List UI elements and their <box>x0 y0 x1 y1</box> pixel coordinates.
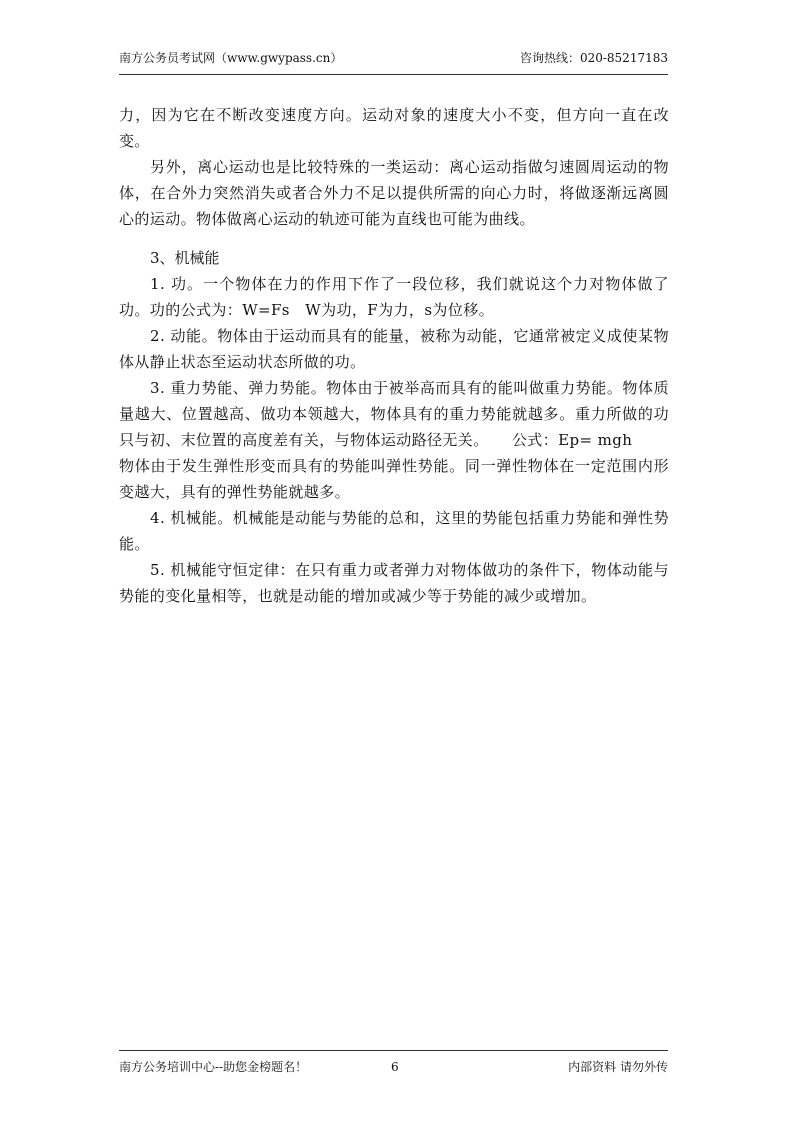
document-body <box>119 102 669 609</box>
page-footer <box>119 1057 668 1077</box>
footer-notice: 内部资料 请勿外传 <box>568 1060 668 1074</box>
footer-divider <box>119 1050 668 1051</box>
header-divider <box>119 74 668 75</box>
paragraph-continuation: 力，因为它在不断改变速度方向。运动对象的速度大小不变，但方向一直在改变。 <box>119 106 669 150</box>
paragraph-centrifugal-motion: 另外，离心运动也是比较特殊的一类运动：离心运动指做匀速圆周运动的物体，在合外力突然消失或者合外力不足以提供所需的向心力时，将做逐渐远离圆心的运动。物体做离心运动的轨迹可能为直线也可能为曲线。 <box>119 158 669 228</box>
item-conservation-law: 5. 机械能守恒定律：在只有重力或者弹力对物体做功的条件下，物体动能与势能的变化量相等，也就是动能的增加或减少等于势能的减少或增加。 <box>119 561 669 605</box>
page-number: 6 <box>391 1060 399 1074</box>
item-potential-energy: 3. 重力势能、弹力势能。物体由于被举高而具有的能叫做重力势能。物体质量越大、位置越高、做功本领越大，物体具有的重力势能就越多。重力所做的功只与初、末位置的高度差有关，与物体运动路径无关。 公式：Ep= mgh <box>119 379 669 449</box>
item-elastic-potential-energy: 物体由于发生弹性形变而具有的势能叫弹性势能。同一弹性物体在一定范围内形变越大，具有的弹性势能就越多。 <box>119 457 669 501</box>
item-work: 1. 功。一个物体在力的作用下作了一段位移，我们就说这个力对物体做了功。功的公式为：W=Fs W为功，F为力，s为位移。 <box>119 275 669 319</box>
page-header <box>119 48 668 68</box>
section-heading: 3、机械能 <box>150 249 220 267</box>
item-kinetic-energy: 2. 动能。物体由于运动而具有的能量，被称为动能，它通常被定义成使某物体从静止状态至运动状态所做的功。 <box>119 327 669 371</box>
footer-slogan: 南方公务培训中心--助您金榜题名！ <box>119 1060 308 1074</box>
header-site-name: 南方公务员考试网（www.gwypass.cn） <box>119 51 343 65</box>
item-mechanical-energy: 4. 机械能。机械能是动能与势能的总和，这里的势能包括重力势能和弹性势能。 <box>119 509 669 553</box>
header-hotline: 咨询热线：020-85217183 <box>519 51 668 65</box>
